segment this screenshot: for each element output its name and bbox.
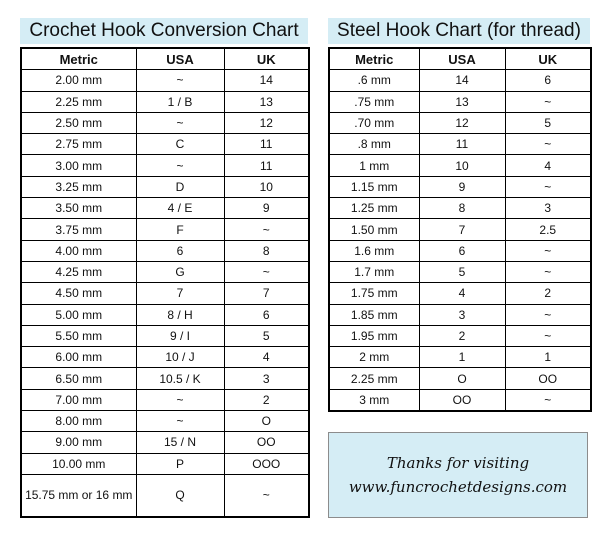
steel-hook-table [328, 47, 592, 412]
table-cell: 10.00 mm [21, 453, 136, 474]
table-cell: ~ [136, 70, 224, 91]
table-cell: 8 [419, 198, 505, 219]
table-cell: 14 [224, 70, 309, 91]
table-cell: 3 [224, 368, 309, 389]
table-cell: 4.50 mm [21, 283, 136, 304]
table-cell: 7 [224, 283, 309, 304]
table-cell: 10 [419, 155, 505, 176]
table-cell: 9 / I [136, 325, 224, 346]
table-row [21, 261, 309, 282]
table-cell: 1 [419, 347, 505, 368]
table-cell: 15 / N [136, 432, 224, 453]
table-cell: ~ [505, 304, 591, 325]
table-cell: 6.00 mm [21, 347, 136, 368]
table-row [21, 91, 309, 112]
table-cell: .6 mm [329, 70, 419, 91]
table-cell: OO [505, 368, 591, 389]
table-cell: 1.6 mm [329, 240, 419, 261]
table-cell: OO [224, 432, 309, 453]
table-row [21, 411, 309, 432]
table-cell: 3 [505, 198, 591, 219]
table-cell: ~ [505, 91, 591, 112]
table-cell: O [224, 411, 309, 432]
thanks-line: Thanks for visiting [386, 454, 530, 472]
table-cell: 4.25 mm [21, 261, 136, 282]
table-cell: 9.00 mm [21, 432, 136, 453]
table-cell: 1.95 mm [329, 325, 419, 346]
table-cell: 4.00 mm [21, 240, 136, 261]
table-cell: 5.00 mm [21, 304, 136, 325]
table-row [21, 155, 309, 176]
table-cell: ~ [505, 176, 591, 197]
table-header-row [329, 48, 591, 70]
table-cell: Q [136, 474, 224, 517]
table-row [329, 304, 591, 325]
table-cell: OOO [224, 453, 309, 474]
table-row [329, 155, 591, 176]
table-cell: G [136, 261, 224, 282]
table-cell: 7 [136, 283, 224, 304]
table-cell: 5 [419, 261, 505, 282]
table-row [21, 389, 309, 410]
table-cell: 12 [419, 112, 505, 133]
table-cell: 5 [505, 112, 591, 133]
table-row [329, 176, 591, 197]
table-cell: 2 [419, 325, 505, 346]
table-cell: 9 [224, 198, 309, 219]
table-cell: 4 / E [136, 198, 224, 219]
table-cell: 3.00 mm [21, 155, 136, 176]
table-row [329, 283, 591, 304]
thanks-note [328, 432, 588, 518]
crochet-chart-title: Crochet Hook Conversion Chart [20, 18, 308, 44]
table-cell: 13 [224, 91, 309, 112]
table-row [329, 112, 591, 133]
column-header: Metric [329, 48, 419, 70]
table-cell: ~ [136, 411, 224, 432]
table-cell: 6 [136, 240, 224, 261]
table-row [21, 325, 309, 346]
table-cell: 2.50 mm [21, 112, 136, 133]
table-row [329, 91, 591, 112]
table-cell: 5.50 mm [21, 325, 136, 346]
table-cell: 4 [419, 283, 505, 304]
table-row [21, 219, 309, 240]
table-row [21, 240, 309, 261]
table-cell: 1 mm [329, 155, 419, 176]
table-cell: .75 mm [329, 91, 419, 112]
table-row [21, 112, 309, 133]
table-cell: ~ [224, 474, 309, 517]
table-cell: ~ [224, 261, 309, 282]
table-cell: 2.25 mm [21, 91, 136, 112]
table-cell: 2.5 [505, 219, 591, 240]
table-cell: 2 mm [329, 347, 419, 368]
table-cell: 4 [224, 347, 309, 368]
table-cell: 15.75 mm or 16 mm [21, 474, 136, 517]
table-row [21, 432, 309, 453]
table-row [21, 283, 309, 304]
table-row [329, 70, 591, 91]
table-cell: 1.25 mm [329, 198, 419, 219]
website-link[interactable]: www.funcrochetdesigns.com [348, 478, 568, 496]
table-cell: 10 / J [136, 347, 224, 368]
table-row [21, 453, 309, 474]
table-cell: ~ [505, 134, 591, 155]
table-row [21, 474, 309, 517]
table-cell: ~ [505, 325, 591, 346]
table-cell: 3 mm [329, 389, 419, 411]
table-cell: 3.25 mm [21, 176, 136, 197]
table-cell: D [136, 176, 224, 197]
column-header: UK [505, 48, 591, 70]
table-cell: ~ [505, 261, 591, 282]
table-header-row [21, 48, 309, 70]
column-header: USA [419, 48, 505, 70]
table-cell: 2 [224, 389, 309, 410]
table-cell: 1.50 mm [329, 219, 419, 240]
table-cell: 7 [419, 219, 505, 240]
table-cell: 11 [224, 155, 309, 176]
table-cell: 1.15 mm [329, 176, 419, 197]
table-cell: 1.85 mm [329, 304, 419, 325]
table-cell: 2.00 mm [21, 70, 136, 91]
table-cell: 10.5 / K [136, 368, 224, 389]
table-cell: 10 [224, 176, 309, 197]
table-cell: ~ [136, 112, 224, 133]
table-row [21, 368, 309, 389]
table-cell: 6 [505, 70, 591, 91]
table-cell: ~ [136, 155, 224, 176]
table-cell: 11 [419, 134, 505, 155]
table-cell: 1 / B [136, 91, 224, 112]
table-row [329, 134, 591, 155]
table-row [329, 219, 591, 240]
table-cell: C [136, 134, 224, 155]
table-cell: 14 [419, 70, 505, 91]
table-cell: .8 mm [329, 134, 419, 155]
table-row [329, 389, 591, 411]
column-header: Metric [21, 48, 136, 70]
table-cell: ~ [136, 389, 224, 410]
table-cell: ~ [505, 240, 591, 261]
table-cell: 6.50 mm [21, 368, 136, 389]
table-row [329, 368, 591, 389]
table-cell: 2.25 mm [329, 368, 419, 389]
table-row [21, 198, 309, 219]
table-cell: P [136, 453, 224, 474]
table-cell: F [136, 219, 224, 240]
column-header: UK [224, 48, 309, 70]
table-cell: 3.50 mm [21, 198, 136, 219]
table-cell: OO [419, 389, 505, 411]
table-row [329, 261, 591, 282]
table-cell: ~ [505, 389, 591, 411]
crochet-hook-table [20, 47, 310, 518]
table-cell: 8 [224, 240, 309, 261]
table-cell: 7.00 mm [21, 389, 136, 410]
table-cell: 8 / H [136, 304, 224, 325]
table-cell: 11 [224, 134, 309, 155]
table-row [21, 70, 309, 91]
table-cell: 1.75 mm [329, 283, 419, 304]
table-cell: 2.75 mm [21, 134, 136, 155]
table-row [329, 325, 591, 346]
table-row [329, 240, 591, 261]
table-cell: 9 [419, 176, 505, 197]
table-cell: 3.75 mm [21, 219, 136, 240]
table-row [21, 176, 309, 197]
table-cell: 3 [419, 304, 505, 325]
table-cell: 6 [224, 304, 309, 325]
table-cell: 6 [419, 240, 505, 261]
table-cell: 4 [505, 155, 591, 176]
table-row [21, 304, 309, 325]
table-cell: .70 mm [329, 112, 419, 133]
table-cell: O [419, 368, 505, 389]
steel-chart-title: Steel Hook Chart (for thread) [328, 18, 590, 44]
table-cell: 1.7 mm [329, 261, 419, 282]
table-cell: 8.00 mm [21, 411, 136, 432]
table-row [329, 347, 591, 368]
table-cell: 1 [505, 347, 591, 368]
table-row [21, 134, 309, 155]
table-row [329, 198, 591, 219]
table-cell: 12 [224, 112, 309, 133]
table-cell: 5 [224, 325, 309, 346]
table-cell: 13 [419, 91, 505, 112]
table-cell: 2 [505, 283, 591, 304]
table-cell: ~ [224, 219, 309, 240]
column-header: USA [136, 48, 224, 70]
table-row [21, 347, 309, 368]
